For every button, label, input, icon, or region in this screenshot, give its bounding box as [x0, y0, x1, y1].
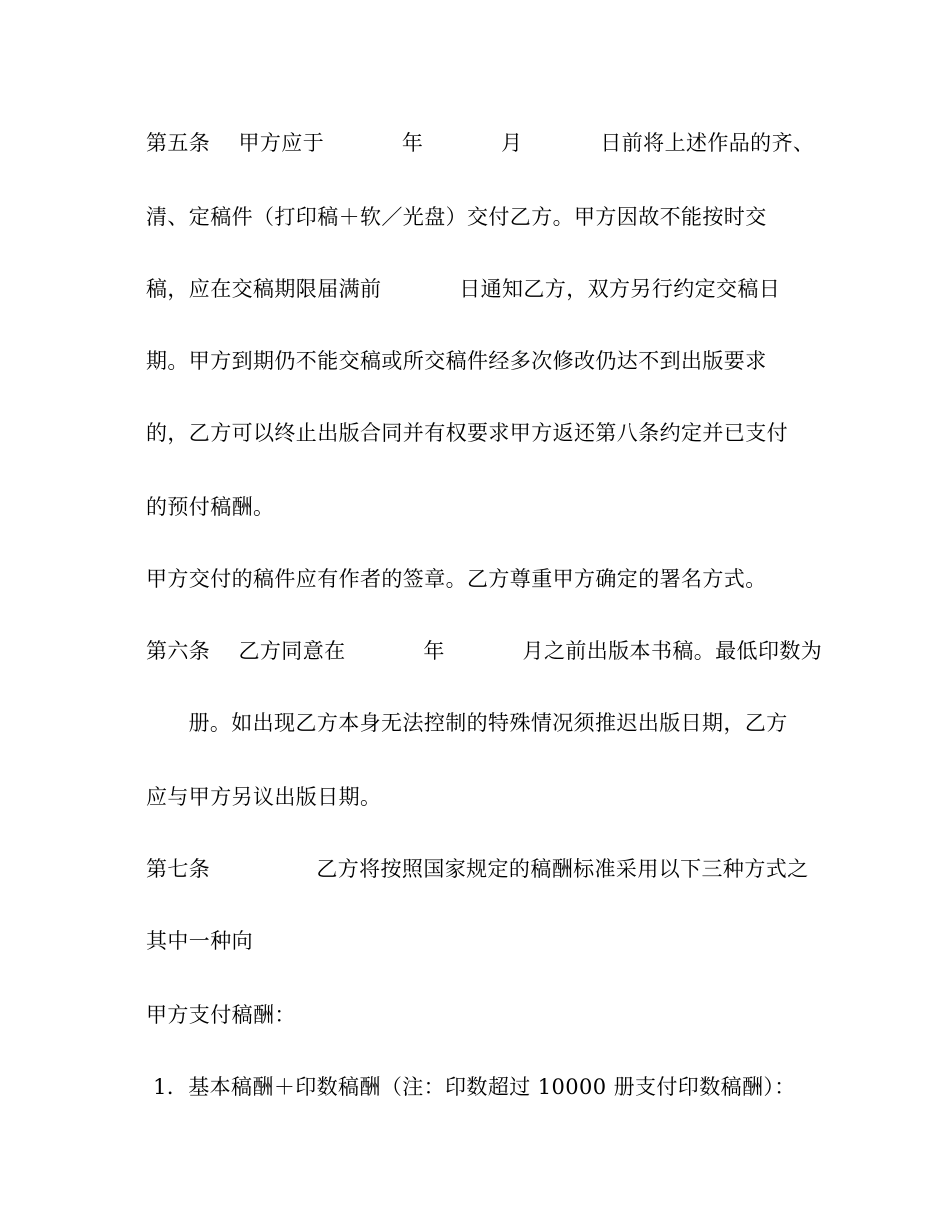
text-line: 第五条 甲方应于 年 月 日前将上述作品的齐、	[146, 131, 815, 155]
text-line: 期。甲方到期仍不能交稿或所交稿件经多次修改仍达不到出版要求	[146, 349, 767, 373]
text-line: 应与甲方另议出版日期。	[146, 785, 382, 809]
text-line: 甲方支付稿酬：	[146, 1003, 296, 1027]
text-line: 1．基本稿酬＋印数稿酬（注：印数超过 10000 册支付印数稿酬）：	[146, 1075, 796, 1099]
text-line: 的预付稿酬。	[146, 495, 275, 519]
text-line: 甲方交付的稿件应有作者的签章。乙方尊重甲方确定的署名方式。	[146, 567, 767, 591]
text-line: 稿，应在交稿期限届满前 日通知乙方，双方另行约定交稿日	[146, 277, 781, 301]
text-line: 其中一种向	[146, 929, 253, 953]
text-line: 清、定稿件（打印稿＋软／光盘）交付乙方。甲方因故不能按时交	[146, 205, 767, 229]
text-line: 的，乙方可以终止出版合同并有权要求甲方返还第八条约定并已支付	[146, 421, 788, 445]
text-line: 第六条 乙方同意在 年 月之前出版本书稿。最低印数为	[146, 639, 823, 663]
text-line: 册。如出现乙方本身无法控制的特殊情况须推迟出版日期，乙方	[146, 711, 788, 735]
text-line: 第七条 乙方将按照国家规定的稿酬标准采用以下三种方式之	[146, 857, 809, 881]
